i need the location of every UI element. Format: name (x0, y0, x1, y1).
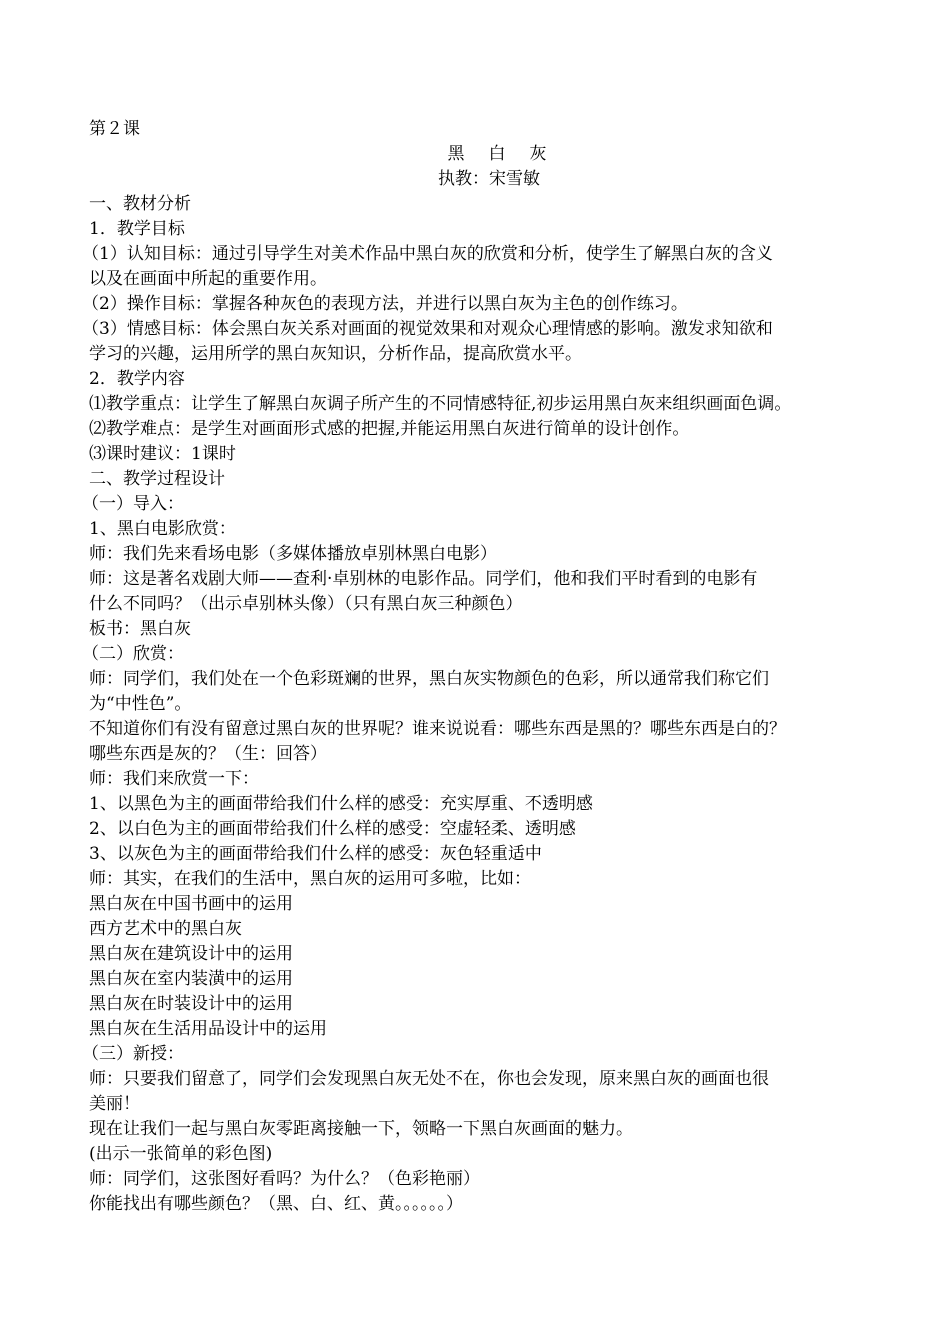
text-line: 二、教学过程设计 (89, 469, 225, 489)
text-line: （二）欣赏： (82, 644, 184, 664)
text-line: 师：同学们，这张图好看吗？为什么？（色彩艳丽） (89, 1169, 480, 1189)
text-line: 美丽！ (89, 1094, 140, 1114)
text-line: 师：我们先来看场电影（多媒体播放卓别林黑白电影） (89, 544, 497, 564)
text-line: 你能找出有哪些颜色？（黑、白、红、黄。。。。。。） (89, 1194, 463, 1214)
text-line: 黑白灰在室内装潢中的运用 (89, 969, 293, 989)
text-line: ⑴教学重点：让学生了解黑白灰调子所产生的不同情感特征,初步运用黑白灰来组织画面色调。 (89, 394, 792, 414)
text-line: （2）操作目标：掌握各种灰色的表现方法，并进行以黑白灰为主色的创作练习。 (82, 294, 688, 314)
text-line: 为“中性色”。 (89, 694, 192, 714)
document-body (82, 117, 889, 1217)
text-line: 现在让我们一起与黑白灰零距离接触一下，领略一下黑白灰画面的魅力。 (89, 1119, 633, 1139)
text-line: （三）新授： (82, 1044, 184, 1064)
text-line: ⑶课时建议：1课时 (89, 444, 236, 464)
text-line: 2．教学内容 (89, 369, 185, 389)
text-line: 2、以白色为主的画面带给我们什么样的感受：空虚轻柔、透明感 (89, 819, 576, 839)
teacher-line: 执教：宋雪敏 (438, 169, 540, 189)
text-line: 学习的兴趣，运用所学的黑白灰知识，分析作品，提高欣赏水平。 (89, 344, 582, 364)
text-line: 什么不同吗？（出示卓别林头像）（只有黑白灰三种颜色） (89, 594, 523, 614)
text-line: 西方艺术中的黑白灰 (89, 919, 242, 939)
text-line: 师：只要我们留意了，同学们会发现黑白灰无处不在，你也会发现，原来黑白灰的画面也很 (89, 1069, 769, 1089)
text-line: 1．教学目标 (89, 219, 185, 239)
text-line: 黑白灰在建筑设计中的运用 (89, 944, 293, 964)
text-line: （1）认知目标：通过引导学生对美术作品中黑白灰的欣赏和分析，使学生了解黑白灰的含义 (82, 244, 773, 264)
text-line: 师：我们来欣赏一下： (89, 769, 259, 789)
text-line: 板书：黑白灰 (89, 619, 191, 639)
text-line: 3、以灰色为主的画面带给我们什么样的感受：灰色轻重适中 (89, 844, 542, 864)
text-line: 不知道你们有没有留意过黑白灰的世界呢？谁来说说看：哪些东西是黑的？哪些东西是白的？ (89, 719, 786, 739)
text-line: 1、以黑色为主的画面带给我们什么样的感受：充实厚重、不透明感 (89, 794, 593, 814)
text-line: 1、黑白电影欣赏： (89, 519, 236, 539)
text-line: 师：同学们，我们处在一个色彩斑斓的世界，黑白灰实物颜色的色彩，所以通常我们称它们 (89, 669, 769, 689)
text-line: 黑白灰在时装设计中的运用 (89, 994, 293, 1014)
text-line: 以及在画面中所起的重要作用。 (89, 269, 327, 289)
body-lines (82, 192, 889, 1217)
text-line: （一）导入： (82, 494, 184, 514)
text-line: 师：这是著名戏剧大师——查利·卓别林的电影作品。同学们，他和我们平时看到的电影有 (89, 569, 758, 589)
text-line: 哪些东西是灰的？（生：回答） (89, 744, 327, 764)
text-line: 黑白灰在中国书画中的运用 (89, 894, 293, 914)
text-line: 一、教材分析 (89, 194, 191, 214)
text-line: （3）情感目标：体会黑白灰关系对画面的视觉效果和对观众心理情感的影响。激发求知欲和 (82, 319, 773, 339)
lesson-number: 第２课 (89, 119, 140, 139)
text-line: 黑白灰在生活用品设计中的运用 (89, 1019, 327, 1039)
text-line: (出示一张简单的彩色图) (89, 1144, 273, 1164)
text-line: ⑵教学难点：是学生对画面形式感的把握,并能运用黑白灰进行简单的设计创作。 (89, 419, 690, 439)
text-line: 师：其实，在我们的生活中，黑白灰的运用可多啦，比如： (89, 869, 531, 889)
lesson-title: 黑白灰 (447, 144, 571, 164)
